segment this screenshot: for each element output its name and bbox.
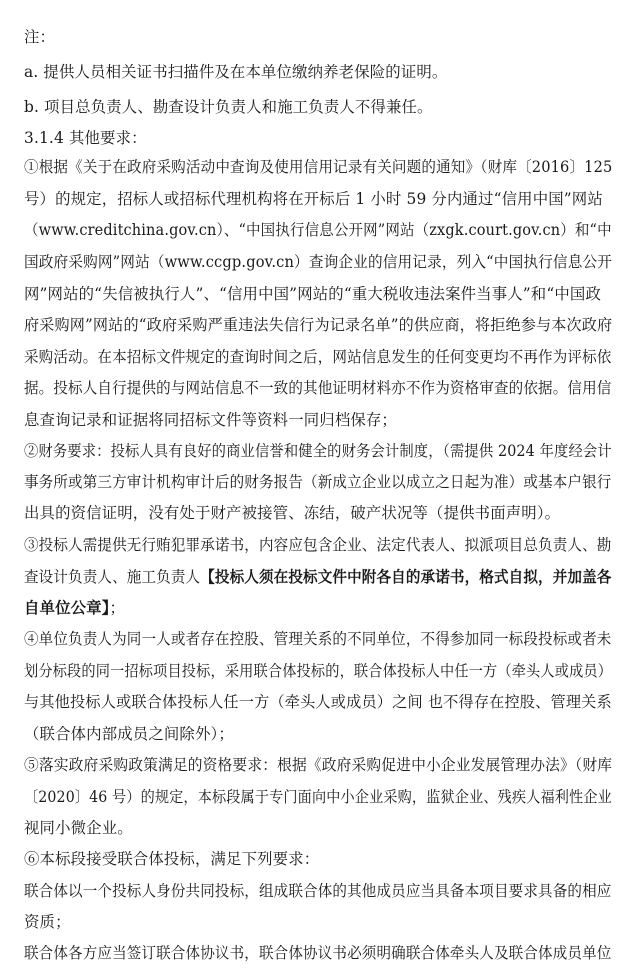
- note-b: b. 项目总负责人、勘查设计负责人和施工负责人不得兼任。: [24, 98, 433, 116]
- paragraph-line: ③投标人需提供无行贿犯罪承诺书，内容应包含企业、法定代表人、拟派项目总负责人、勘: [24, 536, 612, 554]
- paragraph-line: ⑥本标段接受联合体投标，满足下列要求：: [24, 850, 320, 868]
- paragraph-line: 出具的资信证明，没有处于财产被接管、冻结，破产状况等（提供书面声明）。: [24, 504, 561, 522]
- paragraph-line: 国政府采购网”网站（www.ccgp.gov.cn）查询企业的信用记录，列入“中国执行信息公开: [24, 253, 613, 271]
- paragraph-line: ⑤落实政府采购政策满足的资格要求：根据《政府采购促进中小企业发展管理办法》（财库: [24, 756, 613, 774]
- paragraph-line: 与其他投标人或联合体投标人任一方（牵头人或成员）之间 也不得存在控股、管理关系: [24, 693, 612, 711]
- paragraph-line: 号）的规定，招标人或招标代理机构将在开标后 1 小时 59 分内通过“信用中国”网站: [24, 190, 603, 208]
- paragraph-line: ①根据《关于在政府采购活动中查询及使用信用记录有关问题的通知》（财库〔2016〕125: [24, 158, 613, 176]
- paragraph-line: 划分标段的同一招标项目投标，采用联合体投标的，联合体投标人中任一方（牵头人或成员）: [24, 662, 613, 680]
- paragraph-line: [24, 567, 611, 587]
- paragraph-line: 据。投标人自行提供的与网站信息不一致的其他证明材料亦不作为资格审查的依据。信用信: [24, 379, 612, 397]
- paragraph-line: 采购活动。在本招标文件规定的查询时间之后，网站信息发生的任何变更均不再作为评标依: [24, 348, 612, 366]
- paragraph-line: （www.creditchina.gov.cn）、“中国执行信息公开网”网站（zxgk.court.gov.cn）和“中: [24, 221, 612, 239]
- section-heading: 3.1.4 其他要求：: [24, 129, 147, 147]
- paragraph-line: 事务所或第三方审计机构审计后的财务报告（新成立企业以成立之日起为准）或基本户银行: [24, 473, 612, 491]
- paragraph-line: 网”网站的“失信被执行人”、“信用中国”网站的“重大税收违法案件当事人”和“中国政: [24, 285, 601, 303]
- paragraph-line: [24, 598, 125, 618]
- inline-text: ；: [109, 599, 126, 617]
- paragraph-line: 资质；: [24, 913, 71, 931]
- paragraph-line: 府采购网”网站的“政府采购严重违法失信行为记录名单”的供应商，将拒绝参与本次政府: [24, 316, 613, 334]
- paragraph-line: ④单位负责人为同一人或者存在控股、管理关系的不同单位，不得参加同一标段投标或者未: [24, 630, 612, 648]
- paragraph-line: 息查询记录和证据将同招标文件等资料一同归档保存；: [24, 411, 397, 429]
- bold-text: 【投标人须在投标文件中附各自的承诺书，格式自拟，并加盖各: [200, 568, 612, 586]
- paragraph-line: （联合体内部成员之间除外）；: [24, 725, 234, 743]
- note-a: a. 提供人员相关证书扫描件及在本单位缴纳养老保险的证明。: [24, 63, 448, 81]
- paragraph-line: 联合体以一个投标人身份共同投标，组成联合体的其他成员应当具备本项目要求具备的相应: [24, 882, 612, 900]
- inline-text: 查设计负责人、施工负责人: [24, 568, 201, 586]
- note-label: 注：: [24, 28, 56, 46]
- bold-text: 自单位公章】: [24, 599, 110, 617]
- paragraph-line: 〔2020〕46 号）的规定，本标段属于专门面向中小企业采购，监狱企业、残疾人福利性企业: [24, 788, 612, 806]
- paragraph-line: ②财务要求：投标人具有良好的商业信誉和健全的财务会计制度，（需提供 2024 年度经会计: [24, 442, 612, 460]
- paragraph-line: 联合体各方应当签订联合体协议书，联合体协议书必须明确联合体牵头人及联合体成员单位: [24, 944, 612, 962]
- paragraph-line: 视同小微企业。: [24, 819, 133, 837]
